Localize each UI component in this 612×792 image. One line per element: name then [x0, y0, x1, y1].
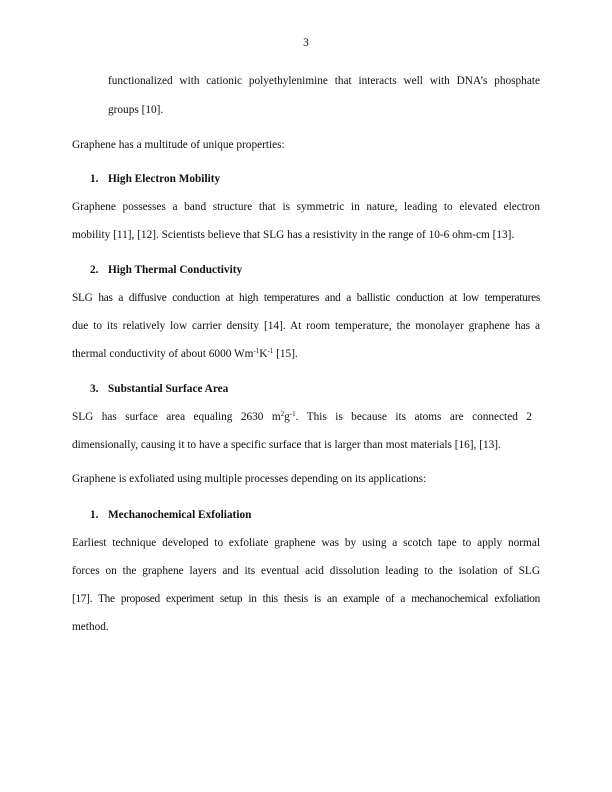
exfoliation-lead: Graphene is exfoliated using multiple processes depending on its applications: [72, 473, 427, 485]
heading-title: Substantial Surface Area [108, 383, 229, 395]
superscript: 2 [280, 410, 285, 418]
paragraph-line: Graphene possesses a band structure that is symmetric in nature, leading to elevated electron [72, 201, 540, 213]
text-run: . This is because its atoms are connected 2 [295, 411, 532, 423]
text-run: [15]. [273, 348, 298, 360]
paragraph-line [72, 410, 540, 424]
heading-title: High Thermal Conductivity [108, 264, 243, 276]
heading-number: 1. [90, 173, 99, 185]
text-run: g [284, 411, 290, 423]
paragraph-line: forces on the graphene layers and its eventual acid dissolution leading to the isolation of SLG [72, 565, 540, 577]
paragraph-line: dimensionally, causing it to have a specific surface that is larger than most materials [16], [13]. [72, 439, 501, 451]
paragraph-line: [17]. The proposed experiment setup in this thesis is an example of a mechanochemical exfoliation [72, 593, 540, 605]
properties-lead: Graphene has a multitude of unique properties: [72, 139, 285, 151]
text-run: thermal conductivity of about 6000 Wm [72, 348, 254, 360]
superscript: -1 [289, 410, 296, 418]
text-run: K [259, 348, 268, 360]
superscript: -1 [267, 347, 274, 355]
paragraph-line: Earliest technique developed to exfoliate graphene was by using a scotch tape to apply normal [72, 537, 540, 549]
heading-number: 2. [90, 264, 99, 276]
paragraph-line [72, 347, 540, 361]
heading-number: 3. [90, 383, 99, 395]
heading-number: 1. [90, 509, 99, 521]
paragraph-line: groups [10]. [108, 104, 164, 116]
text-run: SLG has surface area equaling 2630 m [72, 411, 281, 423]
paragraph-line: mobility [11], [12]. Scientists believe that SLG has a resistivity in the range of 10-6 ohm-cm [13]. [72, 229, 515, 241]
heading-title: High Electron Mobility [108, 173, 221, 185]
paragraph-line: method. [72, 621, 109, 633]
page-number: 3 [303, 37, 309, 49]
paragraph-line: SLG has a diffusive conduction at high temperatures and a ballistic conduction at low temperatures [72, 292, 540, 304]
paragraph-line: functionalized with cationic polyethylenimine that interacts well with DNA’s phosphate [108, 75, 540, 87]
paragraph-line: due to its relatively low carrier density [14]. At room temperature, the monolayer graphene has a [72, 320, 540, 332]
superscript: -1 [253, 347, 260, 355]
heading-title: Mechanochemical Exfoliation [108, 509, 252, 521]
